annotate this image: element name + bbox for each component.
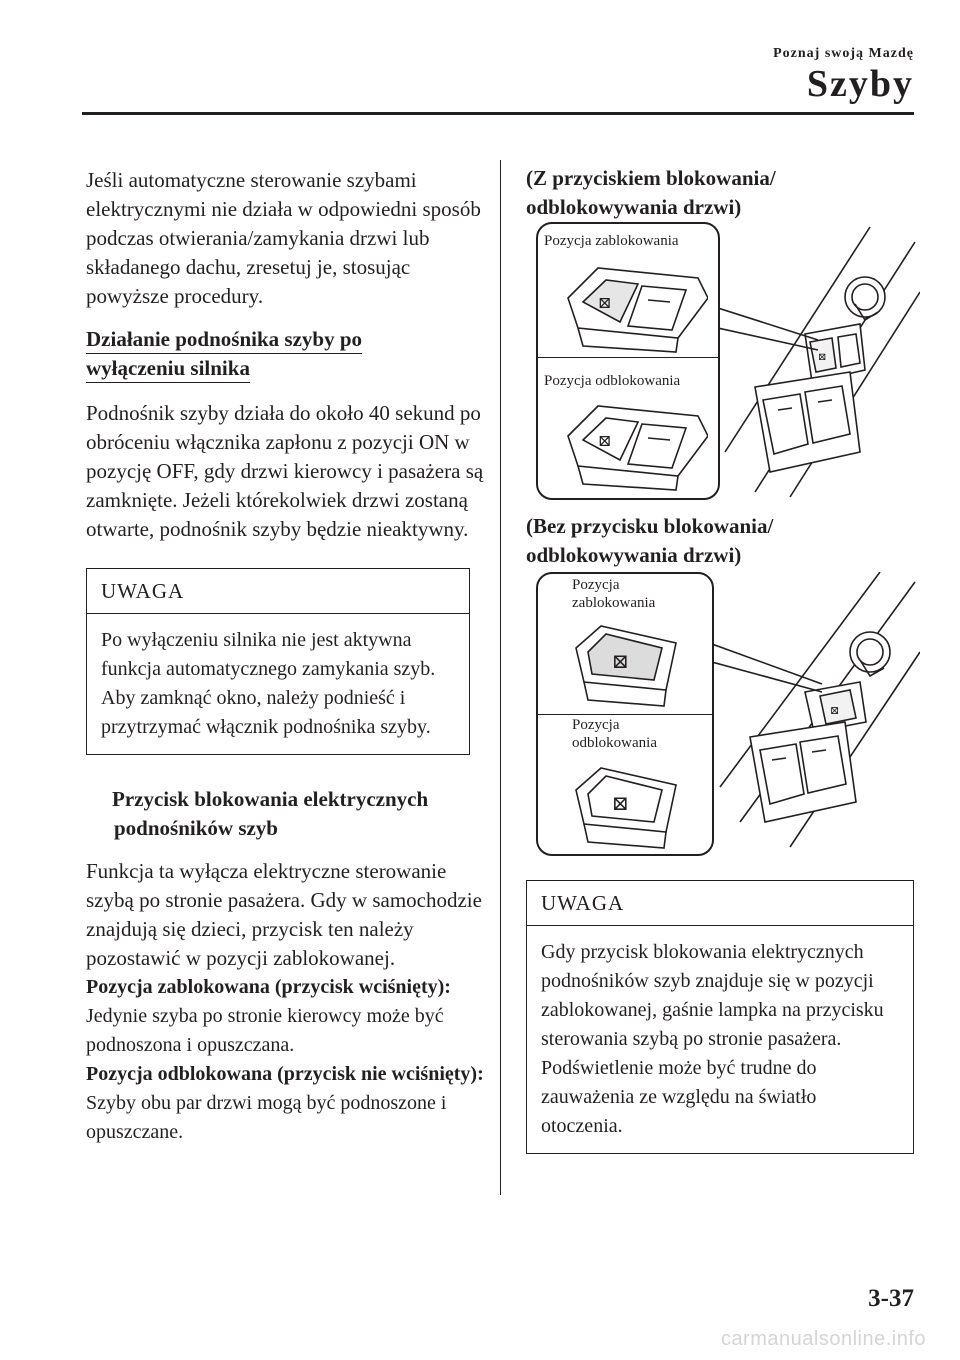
figure2-locked-switch	[566, 618, 686, 710]
locked-heading: Pozycja zablokowana (przycisk wciśnięty):	[86, 976, 451, 998]
note-body-2: Gdy przycisk blokowania elektrycznych podnośników szyb znajduje się w pozycji zablokowanej, gaśnie lampka na przycisku sterowania szybą po stronie pasażera. Podświetlenie może być trudne do zauważenia ze względu na światło otoczenia.	[541, 941, 884, 1137]
figure2-callout	[536, 572, 714, 856]
note-title-2: UWAGA	[527, 881, 913, 926]
figure2-label-unlocked: Pozycja odblokowania	[572, 717, 657, 751]
intro-paragraph: Jeśli automatyczne sterowanie szybami elektrycznymi nie działa w odpowiedni sposób podczas otwierania/zamykania drzwi lub składanego dachu, zresetuj je, stosując powyższe procedury.	[86, 168, 481, 308]
figure1-callout	[536, 222, 720, 500]
figure2-label-locked: Pozycja zablokowania	[572, 577, 656, 611]
figure1-unlocked-switch	[558, 396, 708, 492]
heading-after-engine-off: Działanie podnośnika szyby po wyłączeniu silnika	[86, 325, 396, 383]
note-box-2	[526, 880, 914, 1154]
page-number: 3-37	[868, 1285, 914, 1312]
figure1-callout-divider	[538, 357, 718, 358]
left-column	[86, 166, 486, 1147]
figure1-label-locked: Pozycja zablokowania	[544, 233, 679, 249]
unlocked-heading: Pozycja odblokowana (przycisk nie wciśnięty):	[86, 1063, 484, 1085]
figure1-locked-switch	[558, 258, 708, 354]
figure1-caption: (Z przyciskiem blokowania/ odblokowywania drzwi)	[526, 166, 776, 219]
figure1-label-unlocked: Pozycja odblokowania	[544, 373, 681, 389]
figure2-pointer-lines	[712, 640, 832, 700]
note-box-1	[86, 568, 470, 755]
locked-text: Jedynie szyba po stronie kierowcy może być podnoszona i opuszczana.	[86, 1005, 444, 1056]
note-body-1: Po wyłączeniu silnika nie jest aktywna funkcja automatycznego zamykania szyb. Aby zamknąć okno, należy podnieść i przytrzymać włącznik podnośnika szyby.	[101, 629, 436, 738]
svg-text:⊠: ⊠	[612, 793, 629, 815]
figure2-unlocked-switch	[566, 760, 686, 852]
figure2-illustration	[680, 572, 920, 862]
figure2-callout-divider	[538, 714, 712, 715]
column-divider	[500, 160, 501, 1195]
header-rule	[82, 112, 914, 115]
after-engine-off-paragraph: Podnośnik szyby działa do około 40 sekund po obróceniu włącznika zapłonu z pozycji ON w pozycję OFF, gdy drzwi kierowcy i pasażera są zamknięte. Jeżeli którekolwiek drzwi zostaną otwarte, podnośnik szyby będzie nieaktywny.	[86, 401, 484, 541]
watermark: carmanualsonline.info	[720, 1328, 926, 1350]
svg-text:⊠: ⊠	[830, 705, 840, 717]
svg-text:⊠: ⊠	[598, 295, 612, 312]
lock-button-paragraph: Funkcja ta wyłącza elektryczne sterowanie szybą po stronie pasażera. Gdy w samochodzie znajdują się dzieci, przycisk ten należy pozostawić w pozycji zablokowanej.	[86, 859, 482, 970]
svg-text:⊠: ⊠	[598, 433, 612, 450]
svg-text:⊠: ⊠	[612, 651, 629, 673]
figure2-caption: (Bez przycisku blokowania/ odblokowywania drzwi)	[526, 514, 774, 567]
heading-lock-button: Przycisk blokowania elektrycznych podnośników szyb	[112, 787, 429, 840]
page-title: Szyby	[806, 63, 914, 105]
section-label: Poznaj swoją Mazdę	[773, 46, 914, 61]
svg-text:⊠: ⊠	[818, 352, 827, 363]
figure1-pointer-lines	[718, 300, 828, 370]
note-title-1: UWAGA	[87, 569, 469, 614]
unlocked-text: Szyby obu par drzwi mogą być podnoszone i opuszczane.	[86, 1092, 447, 1143]
